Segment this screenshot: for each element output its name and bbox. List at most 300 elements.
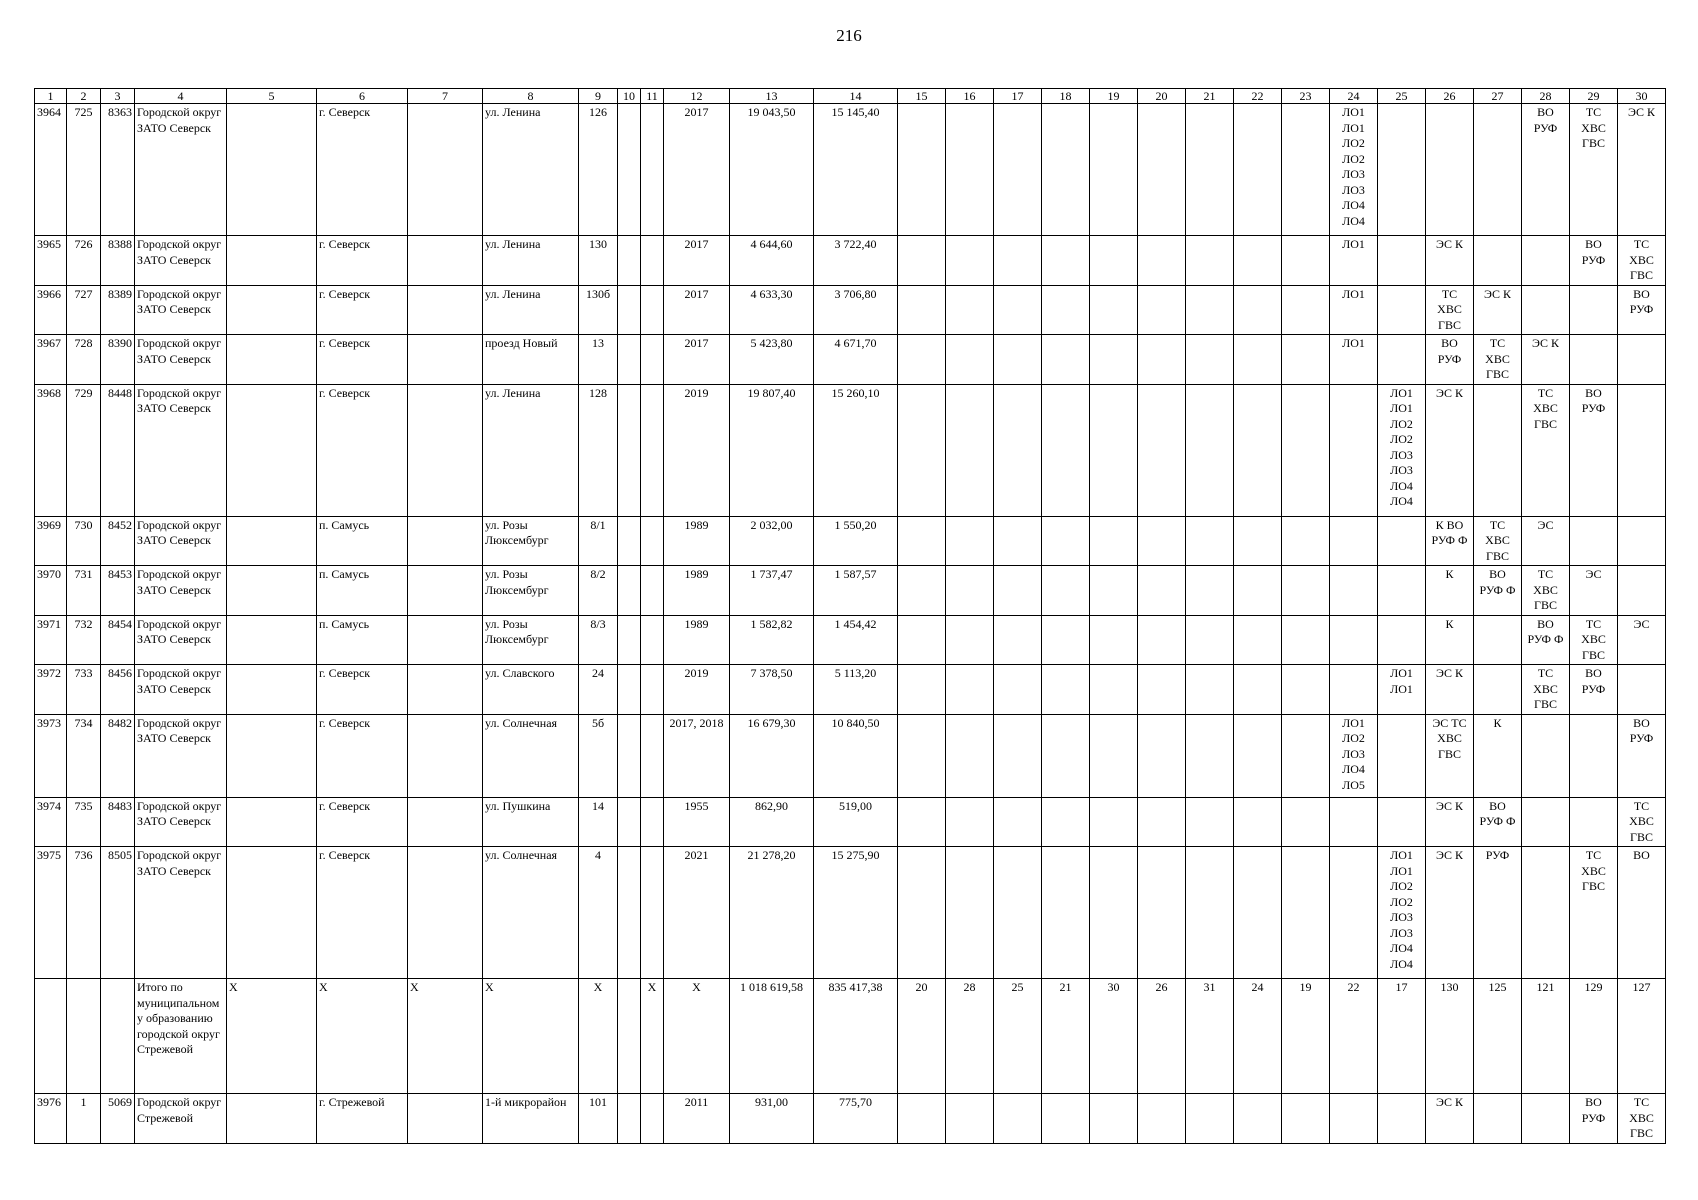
column-number-4: 4 [135, 89, 227, 104]
cell-col-28: ВО РУФ [1522, 104, 1570, 236]
cell-col-8: ул. Ленина [483, 285, 579, 335]
cell-col-21 [1186, 714, 1234, 797]
cell-col-18 [1042, 665, 1090, 715]
cell-col-17 [994, 236, 1042, 286]
cell-col-14: 1 587,57 [814, 566, 898, 616]
cell-col-19: 30 [1090, 979, 1138, 1094]
cell-col-20 [1138, 847, 1186, 979]
cell-col-30: ЭС [1618, 615, 1666, 665]
cell-col-1: 3970 [35, 566, 67, 616]
cell-col-24: ЛО1 [1330, 236, 1378, 286]
cell-col-28: ТС ХВС ГВС [1522, 566, 1570, 616]
cell-col-2: 734 [67, 714, 101, 797]
cell-col-8: ул. Солнечная [483, 847, 579, 979]
column-number-26: 26 [1426, 89, 1474, 104]
cell-col-27: РУФ [1474, 847, 1522, 979]
cell-col-21 [1186, 516, 1234, 566]
cell-col-16 [946, 797, 994, 847]
cell-col-4: Городской округ ЗАТО Северск [135, 285, 227, 335]
cell-col-25: ЛО1 ЛО1 ЛО2 ЛО2 ЛО3 ЛО3 ЛО4 ЛО4 [1378, 384, 1426, 516]
cell-col-1: 3976 [35, 1094, 67, 1144]
cell-col-4: Городской округ ЗАТО Северск [135, 615, 227, 665]
cell-col-20 [1138, 615, 1186, 665]
cell-col-10 [618, 236, 641, 286]
cell-col-19 [1090, 285, 1138, 335]
cell-col-8: 1-й микрорайон [483, 1094, 579, 1144]
cell-col-6: г. Северск [317, 236, 408, 286]
column-number-9: 9 [579, 89, 618, 104]
cell-col-28: ТС ХВС ГВС [1522, 665, 1570, 715]
cell-col-13: 19 043,50 [730, 104, 814, 236]
cell-col-17 [994, 335, 1042, 385]
cell-col-5 [227, 104, 317, 236]
cell-col-7 [408, 285, 483, 335]
cell-col-20 [1138, 104, 1186, 236]
cell-col-16 [946, 1094, 994, 1144]
cell-col-12: 2017 [664, 335, 730, 385]
cell-col-24 [1330, 1094, 1378, 1144]
cell-col-29: ТС ХВС ГВС [1570, 104, 1618, 236]
cell-col-6: г. Северск [317, 847, 408, 979]
cell-col-2: 725 [67, 104, 101, 236]
cell-col-18 [1042, 797, 1090, 847]
cell-col-18 [1042, 516, 1090, 566]
cell-col-23 [1282, 236, 1330, 286]
cell-col-26: ВО РУФ [1426, 335, 1474, 385]
cell-col-4: Городской округ ЗАТО Северск [135, 516, 227, 566]
cell-col-28: ЭС [1522, 516, 1570, 566]
cell-col-17 [994, 516, 1042, 566]
cell-col-17 [994, 797, 1042, 847]
cell-col-6: п. Самусь [317, 615, 408, 665]
cell-col-15 [898, 566, 946, 616]
cell-col-11 [641, 714, 664, 797]
cell-col-14: 15 275,90 [814, 847, 898, 979]
column-number-21: 21 [1186, 89, 1234, 104]
cell-col-11 [641, 847, 664, 979]
cell-col-29 [1570, 516, 1618, 566]
cell-col-2: 726 [67, 236, 101, 286]
column-number-12: 12 [664, 89, 730, 104]
cell-col-18 [1042, 847, 1090, 979]
cell-col-27: ВО РУФ Ф [1474, 797, 1522, 847]
cell-col-7 [408, 665, 483, 715]
cell-col-26: ТС ХВС ГВС [1426, 285, 1474, 335]
column-number-17: 17 [994, 89, 1042, 104]
cell-col-8: Х [483, 979, 579, 1094]
cell-col-5 [227, 516, 317, 566]
cell-col-12: 1989 [664, 516, 730, 566]
cell-col-14: 10 840,50 [814, 714, 898, 797]
cell-col-5 [227, 566, 317, 616]
cell-col-14: 3 722,40 [814, 236, 898, 286]
table-row [35, 335, 1666, 385]
cell-col-8: ул. Пушкина [483, 797, 579, 847]
column-number-25: 25 [1378, 89, 1426, 104]
cell-col-25 [1378, 516, 1426, 566]
cell-col-28 [1522, 797, 1570, 847]
cell-col-22 [1234, 665, 1282, 715]
cell-col-20 [1138, 285, 1186, 335]
cell-col-20 [1138, 665, 1186, 715]
cell-col-19 [1090, 516, 1138, 566]
cell-col-14: 4 671,70 [814, 335, 898, 385]
table-row [35, 236, 1666, 286]
cell-col-13: 21 278,20 [730, 847, 814, 979]
cell-col-14: 775,70 [814, 1094, 898, 1144]
cell-col-25: ЛО1 ЛО1 ЛО2 ЛО2 ЛО3 ЛО3 ЛО4 ЛО4 [1378, 847, 1426, 979]
cell-col-21 [1186, 236, 1234, 286]
cell-col-10 [618, 384, 641, 516]
cell-col-29: ВО РУФ [1570, 384, 1618, 516]
cell-col-21 [1186, 797, 1234, 847]
cell-col-4: Городской округ ЗАТО Северск [135, 797, 227, 847]
cell-col-23: 19 [1282, 979, 1330, 1094]
cell-col-26: К [1426, 566, 1474, 616]
column-number-6: 6 [317, 89, 408, 104]
cell-col-15 [898, 1094, 946, 1144]
cell-col-14: 15 260,10 [814, 384, 898, 516]
cell-col-12: 2017 [664, 104, 730, 236]
cell-col-4: Городской округ ЗАТО Северск [135, 236, 227, 286]
cell-col-26: ЭС К [1426, 797, 1474, 847]
cell-col-16 [946, 236, 994, 286]
cell-col-15 [898, 335, 946, 385]
cell-col-3: 5069 [101, 1094, 135, 1144]
cell-col-15 [898, 516, 946, 566]
cell-col-18 [1042, 285, 1090, 335]
cell-col-29: ЭС [1570, 566, 1618, 616]
cell-col-20 [1138, 516, 1186, 566]
cell-col-4: Городской округ ЗАТО Северск [135, 335, 227, 385]
cell-col-4: Городской округ ЗАТО Северск [135, 847, 227, 979]
cell-col-25 [1378, 797, 1426, 847]
cell-col-1 [35, 979, 67, 1094]
cell-col-30: ЭС К [1618, 104, 1666, 236]
cell-col-22 [1234, 236, 1282, 286]
cell-col-13: 1 737,47 [730, 566, 814, 616]
column-number-8: 8 [483, 89, 579, 104]
table-row [35, 566, 1666, 616]
cell-col-26 [1426, 104, 1474, 236]
cell-col-21 [1186, 384, 1234, 516]
cell-col-24 [1330, 566, 1378, 616]
cell-col-30: ТС ХВС ГВС [1618, 797, 1666, 847]
cell-col-15 [898, 615, 946, 665]
cell-col-11 [641, 285, 664, 335]
cell-col-12: 2011 [664, 1094, 730, 1144]
cell-col-9: 24 [579, 665, 618, 715]
cell-col-30: ВО РУФ [1618, 285, 1666, 335]
cell-col-23 [1282, 384, 1330, 516]
cell-col-22 [1234, 797, 1282, 847]
cell-col-8: проезд Новый [483, 335, 579, 385]
cell-col-15 [898, 285, 946, 335]
cell-col-8: ул. Ленина [483, 384, 579, 516]
column-number-29: 29 [1570, 89, 1618, 104]
cell-col-24 [1330, 797, 1378, 847]
column-number-11: 11 [641, 89, 664, 104]
cell-col-20 [1138, 335, 1186, 385]
cell-col-28: 121 [1522, 979, 1570, 1094]
cell-col-19 [1090, 566, 1138, 616]
cell-col-28: ВО РУФ Ф [1522, 615, 1570, 665]
cell-col-16 [946, 285, 994, 335]
cell-col-16 [946, 384, 994, 516]
table-row [35, 104, 1666, 236]
cell-col-22 [1234, 335, 1282, 385]
cell-col-26: ЭС К [1426, 1094, 1474, 1144]
cell-col-26: ЭС К [1426, 847, 1474, 979]
cell-col-13: 862,90 [730, 797, 814, 847]
cell-col-13: 4 644,60 [730, 236, 814, 286]
cell-col-16 [946, 615, 994, 665]
cell-col-4: Городской округ Стрежевой [135, 1094, 227, 1144]
cell-col-1: 3969 [35, 516, 67, 566]
column-number-30: 30 [1618, 89, 1666, 104]
cell-col-25 [1378, 566, 1426, 616]
cell-col-20 [1138, 797, 1186, 847]
cell-col-2: 735 [67, 797, 101, 847]
cell-col-9: 14 [579, 797, 618, 847]
cell-col-23 [1282, 665, 1330, 715]
cell-col-2: 729 [67, 384, 101, 516]
cell-col-30: ВО [1618, 847, 1666, 979]
cell-col-2: 732 [67, 615, 101, 665]
cell-col-25 [1378, 236, 1426, 286]
cell-col-19 [1090, 615, 1138, 665]
table-row [35, 384, 1666, 516]
cell-col-7 [408, 797, 483, 847]
cell-col-8: ул. Ленина [483, 236, 579, 286]
cell-col-25 [1378, 335, 1426, 385]
cell-col-29 [1570, 285, 1618, 335]
cell-col-16 [946, 566, 994, 616]
cell-col-28 [1522, 285, 1570, 335]
cell-col-5 [227, 236, 317, 286]
cell-col-28 [1522, 1094, 1570, 1144]
column-number-20: 20 [1138, 89, 1186, 104]
cell-col-22 [1234, 714, 1282, 797]
table-row [35, 1094, 1666, 1144]
cell-col-29 [1570, 714, 1618, 797]
cell-col-19 [1090, 665, 1138, 715]
cell-col-17 [994, 285, 1042, 335]
cell-col-1: 3964 [35, 104, 67, 236]
cell-col-29: ВО РУФ [1570, 236, 1618, 286]
cell-col-22 [1234, 384, 1282, 516]
cell-col-2: 1 [67, 1094, 101, 1144]
cell-col-12: 1955 [664, 797, 730, 847]
cell-col-29: 129 [1570, 979, 1618, 1094]
cell-col-1: 3966 [35, 285, 67, 335]
cell-col-9: 130 [579, 236, 618, 286]
cell-col-23 [1282, 847, 1330, 979]
table-row [35, 847, 1666, 979]
cell-col-27 [1474, 665, 1522, 715]
cell-col-19 [1090, 335, 1138, 385]
cell-col-1: 3972 [35, 665, 67, 715]
cell-col-2: 736 [67, 847, 101, 979]
cell-col-5: Х [227, 979, 317, 1094]
cell-col-13: 2 032,00 [730, 516, 814, 566]
cell-col-13: 5 423,80 [730, 335, 814, 385]
cell-col-19 [1090, 714, 1138, 797]
cell-col-27: ТС ХВС ГВС [1474, 516, 1522, 566]
cell-col-2: 727 [67, 285, 101, 335]
cell-col-30 [1618, 516, 1666, 566]
cell-col-16 [946, 516, 994, 566]
cell-col-27: ТС ХВС ГВС [1474, 335, 1522, 385]
cell-col-7 [408, 384, 483, 516]
cell-col-13: 1 582,82 [730, 615, 814, 665]
cell-col-4: Городской округ ЗАТО Северск [135, 665, 227, 715]
cell-col-6: г. Северск [317, 665, 408, 715]
cell-col-3: 8483 [101, 797, 135, 847]
cell-col-3: 8448 [101, 384, 135, 516]
cell-col-11 [641, 797, 664, 847]
column-number-28: 28 [1522, 89, 1570, 104]
column-number-1: 1 [35, 89, 67, 104]
cell-col-22 [1234, 847, 1282, 979]
cell-col-24: ЛО1 [1330, 285, 1378, 335]
cell-col-6: г. Северск [317, 384, 408, 516]
cell-col-21 [1186, 566, 1234, 616]
cell-col-17 [994, 566, 1042, 616]
cell-col-27: К [1474, 714, 1522, 797]
cell-col-6: г. Северск [317, 797, 408, 847]
cell-col-18 [1042, 104, 1090, 236]
cell-col-11 [641, 335, 664, 385]
cell-col-21 [1186, 665, 1234, 715]
cell-col-26: ЭС К [1426, 665, 1474, 715]
cell-col-16 [946, 714, 994, 797]
cell-col-8: ул. Розы Люксембург [483, 615, 579, 665]
cell-col-10 [618, 847, 641, 979]
cell-col-2: 730 [67, 516, 101, 566]
cell-col-22 [1234, 516, 1282, 566]
cell-col-7 [408, 1094, 483, 1144]
cell-col-30 [1618, 665, 1666, 715]
cell-col-13: 7 378,50 [730, 665, 814, 715]
cell-col-14: 15 145,40 [814, 104, 898, 236]
cell-col-3: 8456 [101, 665, 135, 715]
cell-col-16: 28 [946, 979, 994, 1094]
cell-col-19 [1090, 847, 1138, 979]
cell-col-23 [1282, 104, 1330, 236]
cell-col-11 [641, 516, 664, 566]
cell-col-3: 8452 [101, 516, 135, 566]
cell-col-23 [1282, 714, 1330, 797]
cell-col-27: ЭС К [1474, 285, 1522, 335]
cell-col-28 [1522, 847, 1570, 979]
cell-col-20 [1138, 384, 1186, 516]
cell-col-3: 8390 [101, 335, 135, 385]
cell-col-6: г. Северск [317, 335, 408, 385]
cell-col-9: 126 [579, 104, 618, 236]
table-row [35, 714, 1666, 797]
cell-col-26: К [1426, 615, 1474, 665]
cell-col-30: ВО РУФ [1618, 714, 1666, 797]
cell-col-6: г. Северск [317, 104, 408, 236]
cell-col-7 [408, 847, 483, 979]
cell-col-8: ул. Розы Люксембург [483, 516, 579, 566]
cell-col-13: 4 633,30 [730, 285, 814, 335]
cell-col-18 [1042, 714, 1090, 797]
cell-col-9: 130б [579, 285, 618, 335]
cell-col-1: 3968 [35, 384, 67, 516]
register-table [34, 88, 1666, 1144]
cell-col-15 [898, 384, 946, 516]
cell-col-9: 101 [579, 1094, 618, 1144]
cell-col-23 [1282, 516, 1330, 566]
column-number-24: 24 [1330, 89, 1378, 104]
cell-col-20 [1138, 714, 1186, 797]
cell-col-25 [1378, 104, 1426, 236]
cell-col-22 [1234, 104, 1282, 236]
cell-col-10 [618, 665, 641, 715]
cell-col-6: г. Северск [317, 714, 408, 797]
cell-col-3: 8363 [101, 104, 135, 236]
cell-col-24: ЛО1 ЛО1 ЛО2 ЛО2 ЛО3 ЛО3 ЛО4 ЛО4 [1330, 104, 1378, 236]
cell-col-15 [898, 714, 946, 797]
column-number-row [35, 89, 1666, 104]
cell-col-30: ТС ХВС ГВС [1618, 236, 1666, 286]
cell-col-14: 1 550,20 [814, 516, 898, 566]
column-number-10: 10 [618, 89, 641, 104]
cell-col-28: ТС ХВС ГВС [1522, 384, 1570, 516]
cell-col-18 [1042, 615, 1090, 665]
cell-col-10 [618, 566, 641, 616]
cell-col-18 [1042, 384, 1090, 516]
cell-col-7 [408, 104, 483, 236]
cell-col-5 [227, 847, 317, 979]
cell-col-22 [1234, 1094, 1282, 1144]
cell-col-12: 1989 [664, 615, 730, 665]
cell-col-14: 1 454,42 [814, 615, 898, 665]
cell-col-18 [1042, 236, 1090, 286]
cell-col-5 [227, 285, 317, 335]
cell-col-10 [618, 797, 641, 847]
cell-col-18 [1042, 566, 1090, 616]
cell-col-18 [1042, 335, 1090, 385]
cell-col-12: Х [664, 979, 730, 1094]
cell-col-19 [1090, 104, 1138, 236]
column-number-16: 16 [946, 89, 994, 104]
cell-col-12: 1989 [664, 566, 730, 616]
cell-col-10 [618, 104, 641, 236]
cell-col-27 [1474, 615, 1522, 665]
cell-col-12: 2017 [664, 285, 730, 335]
cell-col-27 [1474, 1094, 1522, 1144]
cell-col-11 [641, 615, 664, 665]
cell-col-8: ул. Славского [483, 665, 579, 715]
cell-col-18 [1042, 1094, 1090, 1144]
cell-col-7 [408, 566, 483, 616]
cell-col-26: 130 [1426, 979, 1474, 1094]
cell-col-13: 16 679,30 [730, 714, 814, 797]
cell-col-14: 835 417,38 [814, 979, 898, 1094]
cell-col-7: Х [408, 979, 483, 1094]
cell-col-23 [1282, 285, 1330, 335]
cell-col-12: 2017, 2018 [664, 714, 730, 797]
cell-col-25: ЛО1 ЛО1 [1378, 665, 1426, 715]
cell-col-13: 931,00 [730, 1094, 814, 1144]
column-number-7: 7 [408, 89, 483, 104]
cell-col-17 [994, 104, 1042, 236]
cell-col-30: ТС ХВС ГВС [1618, 1094, 1666, 1144]
cell-col-3: 8388 [101, 236, 135, 286]
